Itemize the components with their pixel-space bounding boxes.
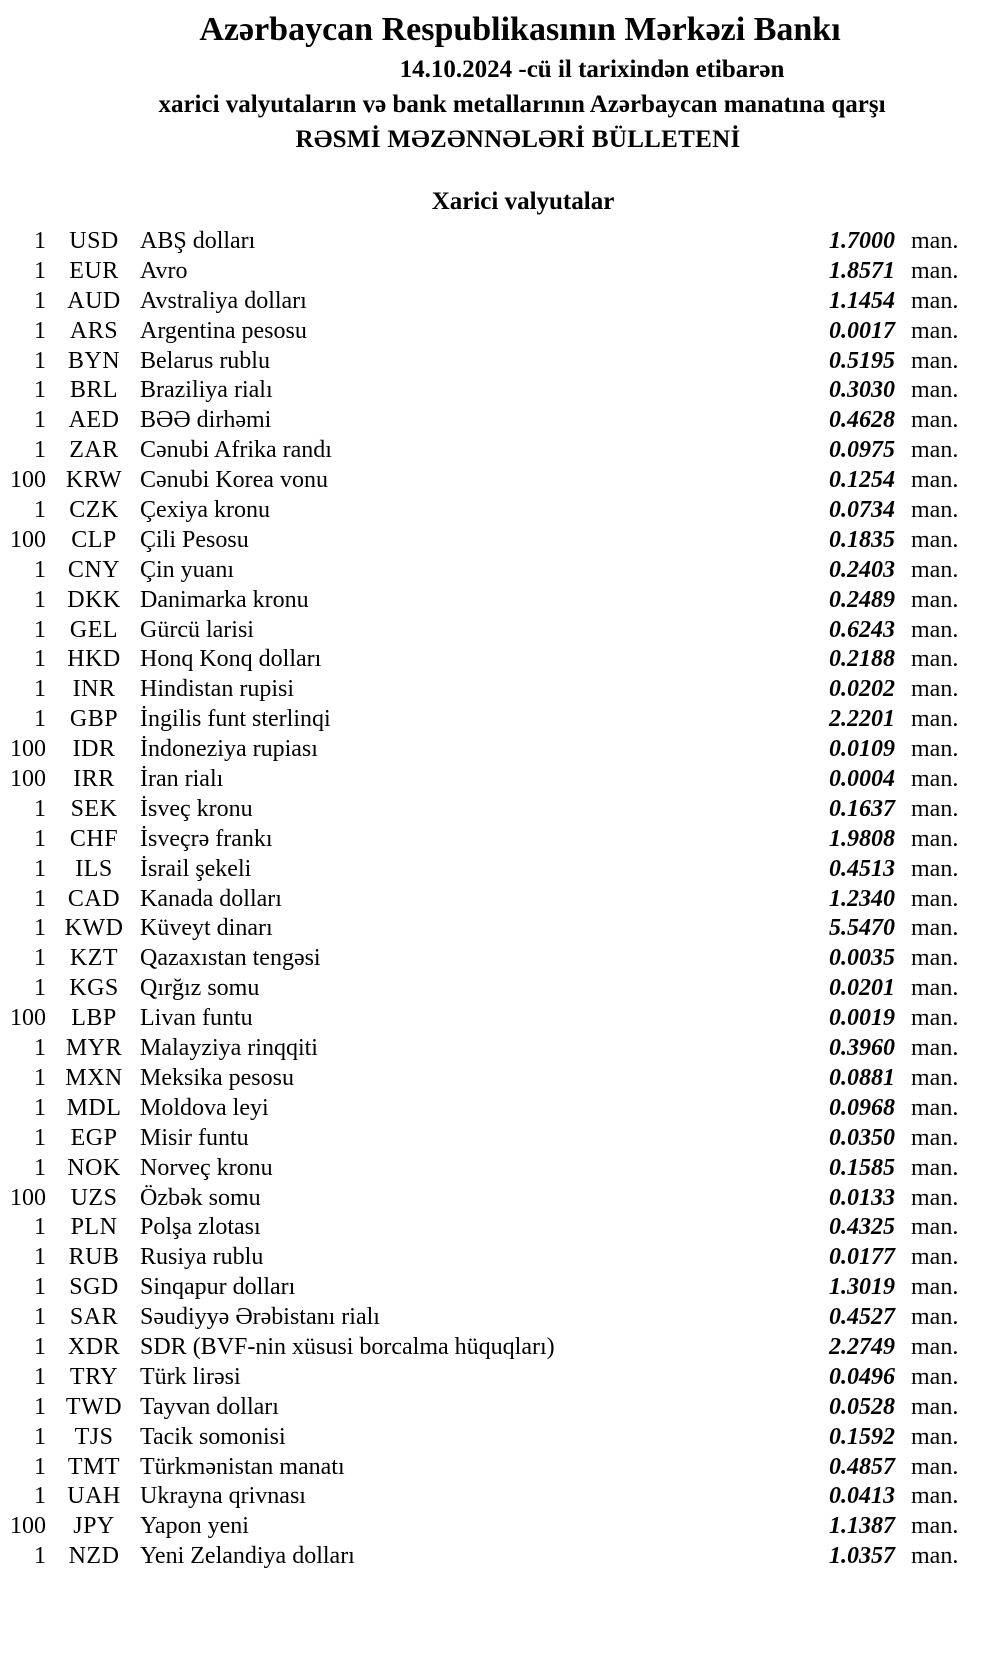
table-row [0, 257, 1000, 287]
rate-value: 0.6243 [829, 616, 895, 643]
rate-value: 0.4527 [829, 1304, 895, 1331]
rate-unit: man. [911, 766, 959, 793]
rate-value: 0.2403 [829, 556, 895, 583]
rate-unit: man. [911, 1483, 959, 1510]
table-row [0, 1482, 1000, 1512]
currency-name: Meksika pesosu [140, 1064, 294, 1091]
table-row [0, 586, 1000, 616]
currency-code: SGD [69, 1274, 119, 1301]
currency-code: MDL [66, 1094, 122, 1121]
currency-name: Norveç kronu [140, 1154, 273, 1181]
currency-name: Çexiya kronu [140, 497, 270, 524]
rate-value: 0.0734 [829, 497, 895, 524]
currency-code: KZT [69, 945, 119, 972]
table-row [0, 1243, 1000, 1273]
rate-unit: man. [911, 1064, 959, 1091]
currency-name: Yeni Zelandiya dolları [140, 1543, 355, 1570]
section-title-foreign-currencies: Xarici valyutalar [431, 188, 615, 215]
rate-value: 0.0968 [829, 1094, 895, 1121]
currency-name: Türkmənistan manatı [140, 1453, 345, 1480]
rate-unit: man. [911, 706, 959, 733]
rate-unit: man. [911, 1124, 959, 1151]
rate-unit: man. [911, 1333, 959, 1360]
rate-value: 0.3960 [829, 1035, 895, 1062]
rate-unit: man. [911, 377, 959, 404]
rate-value: 0.0017 [829, 317, 895, 344]
currency-name: ABŞ dolları [140, 228, 256, 254]
rate-unit: man. [911, 1543, 959, 1570]
rate-unit: man. [911, 676, 959, 703]
quantity: 1 [34, 1543, 46, 1570]
currency-name: İsveçrə frankı [140, 825, 273, 852]
quantity: 1 [34, 795, 46, 822]
currency-name: İsveç kronu [140, 795, 253, 822]
quantity: 1 [34, 676, 46, 703]
quantity: 1 [34, 407, 46, 434]
table-row [0, 1124, 1000, 1154]
rate-value: 0.0109 [829, 736, 895, 763]
currency-code: BRL [69, 377, 119, 404]
rate-unit: man. [911, 1154, 959, 1181]
rate-value: 1.9808 [829, 825, 895, 852]
currency-name: Kanada dolları [140, 885, 282, 912]
table-row [0, 974, 1000, 1004]
rate-value: 0.0350 [829, 1124, 895, 1151]
rate-value: 0.4325 [829, 1214, 895, 1241]
quantity: 1 [34, 1453, 46, 1480]
currency-code: JPY [73, 1513, 115, 1540]
table-row [0, 1453, 1000, 1483]
currency-code: KWD [64, 915, 124, 942]
rate-unit: man. [911, 1453, 959, 1480]
rate-unit: man. [911, 317, 959, 344]
quantity: 1 [34, 885, 46, 912]
currency-code: IRR [73, 766, 115, 793]
table-row [0, 645, 1000, 675]
table-row [0, 1273, 1000, 1303]
rate-value: 2.2201 [829, 706, 895, 733]
currency-name: Honq Konq dolları [140, 646, 322, 673]
currency-code: MYR [65, 1035, 123, 1062]
currency-name: BƏƏ dirhəmi [140, 407, 272, 434]
currency-table [0, 227, 1000, 1572]
quantity: 1 [34, 228, 46, 254]
rate-value: 1.0357 [829, 1543, 895, 1570]
currency-name: İndoneziya rupiası [140, 736, 318, 763]
rate-unit: man. [911, 407, 959, 434]
rate-value: 1.1454 [829, 287, 895, 314]
currency-name: Cənubi Afrika randı [140, 437, 332, 464]
rate-unit: man. [911, 1393, 959, 1420]
rate-value: 0.4857 [829, 1453, 895, 1480]
quantity: 1 [34, 287, 46, 314]
rate-unit: man. [911, 228, 959, 254]
table-row [0, 735, 1000, 765]
rate-unit: man. [911, 287, 959, 314]
rate-unit: man. [911, 556, 959, 583]
rate-value: 1.8571 [829, 257, 895, 284]
rate-value: 0.0975 [829, 437, 895, 464]
bank-title: Azərbaycan Respublikasının Mərkəzi Bankı [199, 11, 841, 48]
table-row [0, 287, 1000, 317]
rate-unit: man. [911, 616, 959, 643]
currency-code: XDR [67, 1333, 121, 1360]
table-row [0, 795, 1000, 825]
quantity: 1 [34, 377, 46, 404]
quantity: 1 [34, 945, 46, 972]
table-row [0, 885, 1000, 915]
currency-name: Hindistan rupisi [140, 676, 294, 703]
table-row [0, 1303, 1000, 1333]
currency-code: EGP [70, 1124, 118, 1151]
rate-unit: man. [911, 945, 959, 972]
currency-code: SEK [70, 795, 118, 822]
rate-unit: man. [911, 825, 959, 852]
quantity: 1 [34, 975, 46, 1002]
table-row [0, 1542, 1000, 1572]
rate-unit: man. [911, 257, 959, 284]
rate-unit: man. [911, 347, 959, 374]
rate-value: 0.5195 [829, 347, 895, 374]
rate-unit: man. [911, 646, 959, 673]
quantity: 1 [34, 1094, 46, 1121]
currency-code: TJS [74, 1423, 114, 1450]
currency-name: Avro [140, 257, 188, 284]
rate-value: 0.4628 [829, 407, 895, 434]
rate-unit: man. [911, 795, 959, 822]
currency-code: CLP [71, 526, 117, 553]
quantity: 100 [10, 1184, 46, 1211]
table-row [0, 616, 1000, 646]
quantity: 1 [34, 1333, 46, 1360]
quantity: 100 [10, 1513, 46, 1540]
rate-value: 0.1585 [829, 1154, 895, 1181]
currency-name: Yapon yeni [140, 1513, 249, 1540]
rate-unit: man. [911, 1035, 959, 1062]
rate-value: 1.7000 [829, 228, 895, 254]
quantity: 1 [34, 616, 46, 643]
rate-value: 0.4513 [829, 855, 895, 882]
currency-name: Cənubi Korea vonu [140, 467, 328, 494]
rate-unit: man. [911, 1304, 959, 1331]
rate-unit: man. [911, 1363, 959, 1390]
currency-name: Çin yuanı [140, 556, 234, 583]
table-row [0, 1184, 1000, 1214]
quantity: 100 [10, 736, 46, 763]
quantity: 1 [34, 915, 46, 942]
rate-unit: man. [911, 1184, 959, 1211]
quantity: 1 [34, 1363, 46, 1390]
rate-value: 0.0496 [829, 1363, 895, 1390]
currency-name: Səudiyyə Ərəbistanı rialı [140, 1304, 380, 1331]
rate-unit: man. [911, 736, 959, 763]
rate-unit: man. [911, 1513, 959, 1540]
quantity: 100 [10, 526, 46, 553]
currency-code: ARS [69, 317, 119, 344]
quantity: 1 [34, 556, 46, 583]
currency-code: AED [68, 407, 120, 434]
currency-code: UZS [70, 1184, 118, 1211]
quantity: 1 [34, 825, 46, 852]
currency-name: Tacik somonisi [140, 1423, 286, 1450]
currency-code: DKK [67, 586, 121, 613]
currency-code: IDR [72, 736, 116, 763]
currency-code: KGS [69, 975, 119, 1002]
currency-name: Moldova leyi [140, 1094, 269, 1121]
rate-unit: man. [911, 526, 959, 553]
quantity: 100 [10, 766, 46, 793]
table-row [0, 1393, 1000, 1423]
table-row [0, 1154, 1000, 1184]
bulletin-header [0, 0, 1000, 157]
currency-name: Gürcü larisi [140, 616, 254, 643]
currency-code: KRW [65, 467, 123, 494]
currency-name: Misir funtu [140, 1124, 249, 1151]
table-row [0, 1034, 1000, 1064]
currency-name: Çili Pesosu [140, 526, 249, 553]
table-row [0, 347, 1000, 377]
quantity: 1 [34, 1154, 46, 1181]
bulletin-subtitle: xarici valyutaların və bank metallarının Azərbaycan manatına qarşı [158, 91, 886, 118]
rate-value: 0.0528 [829, 1393, 895, 1420]
table-row [0, 496, 1000, 526]
table-row [0, 914, 1000, 944]
currency-name: Türk lirəsi [140, 1363, 241, 1390]
currency-code: CAD [67, 885, 121, 912]
rate-value: 1.3019 [829, 1274, 895, 1301]
currency-name: Ukrayna qrivnası [140, 1483, 306, 1510]
rate-value: 0.0019 [829, 1005, 895, 1032]
quantity: 1 [34, 257, 46, 284]
quantity: 1 [34, 586, 46, 613]
quantity: 1 [34, 706, 46, 733]
currency-name: Malayziya rinqqiti [140, 1035, 318, 1062]
rate-unit: man. [911, 1274, 959, 1301]
rate-unit: man. [911, 915, 959, 942]
currency-name: İsrail şekeli [140, 855, 252, 882]
currency-name: Özbək somu [140, 1184, 261, 1211]
table-row [0, 466, 1000, 496]
quantity: 1 [34, 855, 46, 882]
table-row [0, 227, 1000, 257]
currency-code: INR [72, 676, 116, 703]
table-row [0, 1423, 1000, 1453]
currency-name: Belarus rublu [140, 347, 270, 374]
currency-name: Polşa zlotası [140, 1214, 261, 1241]
table-row [0, 1094, 1000, 1124]
currency-code: MXN [65, 1064, 123, 1091]
rate-value: 1.1387 [829, 1513, 895, 1540]
currency-name: Qırğız somu [140, 975, 260, 1002]
rate-value: 0.0201 [829, 975, 895, 1002]
rate-unit: man. [911, 467, 959, 494]
quantity: 1 [34, 1214, 46, 1241]
rate-unit: man. [911, 497, 959, 524]
rate-value: 0.0177 [829, 1244, 895, 1271]
quantity: 1 [34, 1064, 46, 1091]
currency-code: TRY [69, 1363, 119, 1390]
table-row [0, 1213, 1000, 1243]
rate-value: 0.0881 [829, 1064, 895, 1091]
quantity: 1 [34, 1483, 46, 1510]
quantity: 1 [34, 437, 46, 464]
currency-name: Braziliya rialı [140, 377, 273, 404]
currency-code: NOK [67, 1154, 121, 1181]
rate-value: 0.1592 [829, 1423, 895, 1450]
quantity: 1 [34, 317, 46, 344]
table-row [0, 855, 1000, 885]
table-row [0, 1363, 1000, 1393]
table-row [0, 1064, 1000, 1094]
quantity: 1 [34, 1124, 46, 1151]
rate-value: 0.0035 [829, 945, 895, 972]
currency-name: İran rialı [140, 766, 224, 793]
table-row [0, 675, 1000, 705]
currency-code: SAR [69, 1304, 119, 1331]
rate-unit: man. [911, 586, 959, 613]
rate-unit: man. [911, 437, 959, 464]
rate-unit: man. [911, 1005, 959, 1032]
currency-name: Rusiya rublu [140, 1244, 264, 1271]
rate-value: 0.1835 [829, 526, 895, 553]
currency-code: UAH [67, 1483, 121, 1510]
currency-code: GEL [69, 616, 119, 643]
currency-code: ILS [75, 855, 113, 882]
rate-unit: man. [911, 885, 959, 912]
table-row [0, 765, 1000, 795]
quantity: 1 [34, 1423, 46, 1450]
rate-unit: man. [911, 975, 959, 1002]
currency-code: CNY [67, 556, 121, 583]
currency-code: NZD [68, 1543, 120, 1570]
rate-unit: man. [911, 1094, 959, 1121]
rate-value: 0.3030 [829, 377, 895, 404]
table-row [0, 1512, 1000, 1542]
quantity: 1 [34, 1304, 46, 1331]
currency-code: BYN [67, 347, 121, 374]
quantity: 1 [34, 646, 46, 673]
rate-unit: man. [911, 1423, 959, 1450]
quantity: 1 [34, 1274, 46, 1301]
rate-unit: man. [911, 855, 959, 882]
currency-name: İngilis funt sterlinqi [140, 706, 331, 733]
quantity: 1 [34, 1035, 46, 1062]
currency-code: CHF [69, 825, 119, 852]
currency-code: AUD [67, 287, 121, 314]
currency-name: Danimarka kronu [140, 586, 309, 613]
currency-name: Livan funtu [140, 1005, 253, 1032]
rate-value: 0.1637 [829, 795, 895, 822]
currency-name: Qazaxıstan tengəsi [140, 945, 321, 972]
table-row [0, 317, 1000, 347]
rate-value: 0.1254 [829, 467, 895, 494]
quantity: 100 [10, 467, 46, 494]
rate-value: 0.2489 [829, 586, 895, 613]
currency-code: LBP [71, 1005, 117, 1032]
rate-value: 5.5470 [829, 915, 895, 942]
currency-code: HKD [67, 646, 121, 673]
quantity: 1 [34, 1393, 46, 1420]
rate-unit: man. [911, 1244, 959, 1271]
effective-date-line: 14.10.2024 -cü il tarixindən etibarən [399, 56, 785, 83]
table-row [0, 556, 1000, 586]
currency-name: Avstraliya dolları [140, 287, 307, 314]
quantity: 100 [10, 1005, 46, 1032]
currency-code: CZK [69, 497, 119, 524]
currency-code: TMT [67, 1453, 121, 1480]
rate-value: 0.0133 [829, 1184, 895, 1211]
currency-code: PLN [70, 1214, 118, 1241]
rate-value: 2.2749 [829, 1333, 895, 1360]
currency-code: TWD [65, 1393, 123, 1420]
rate-value: 0.0004 [829, 766, 895, 793]
currency-code: EUR [69, 257, 119, 284]
table-row [0, 436, 1000, 466]
table-row [0, 944, 1000, 974]
table-row [0, 406, 1000, 436]
currency-code: GBP [69, 706, 119, 733]
rate-unit: man. [911, 1214, 959, 1241]
currency-name: Tayvan dolları [140, 1393, 279, 1420]
currency-code: RUB [68, 1244, 120, 1271]
table-row [0, 376, 1000, 406]
table-row [0, 526, 1000, 556]
quantity: 1 [34, 497, 46, 524]
table-row [0, 1333, 1000, 1363]
currency-name: Sinqapur dolları [140, 1274, 296, 1301]
rate-value: 1.2340 [829, 885, 895, 912]
quantity: 1 [34, 1244, 46, 1271]
table-row [0, 705, 1000, 735]
currency-code: USD [69, 228, 119, 254]
table-row [0, 1004, 1000, 1034]
table-row [0, 825, 1000, 855]
rate-value: 0.0202 [829, 676, 895, 703]
currency-code: ZAR [69, 437, 119, 464]
rate-value: 0.2188 [829, 646, 895, 673]
currency-name: SDR (BVF-nin xüsusi borcalma hüquqları) [140, 1333, 555, 1360]
bulletin-title: RƏSMİ MƏZƏNNƏLƏRİ BÜLLETENİ [295, 126, 741, 153]
quantity: 1 [34, 347, 46, 374]
currency-name: Argentina pesosu [140, 317, 307, 344]
rate-value: 0.0413 [829, 1483, 895, 1510]
currency-name: Küveyt dinarı [140, 915, 273, 942]
